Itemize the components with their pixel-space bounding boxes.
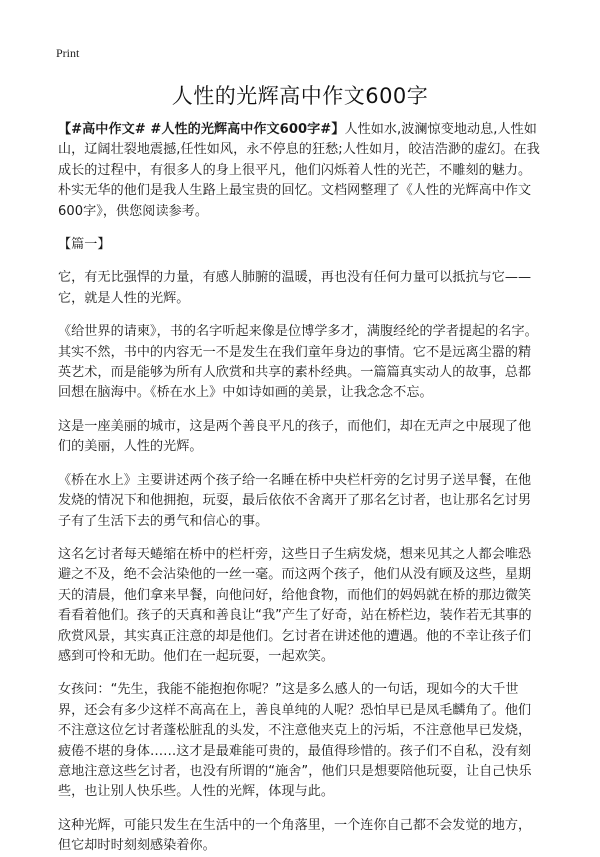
document-body [58,120,544,857]
body-paragraph-6: 女孩问：“先生，我能不能抱抱你呢？”这是多么感人的一句话，现如今的大千世界，还会有多少这样不高高在上，善良单纯的人呢？恐怕早已是凤毛麟角了。他们不注意这位乞讨者蓬松脏乱的头发，不注意他夹克上的污垢，不注意他早已发烧，疲倦不堪的身体……这才是最难能可贵的，最值得珍惜的。孩子们不自私，没有刻意地注意这些乞讨者，也没有所谓的“施舍”，他们只是想要陪他玩耍，让自己快乐些，也让别人快乐些。人性的光辉，体现与此。 [58,682,532,800]
intro-text: 人性如水,波澜惊变地动息,人性如山，辽阔壮裂地震撼,任性如风，永不停息的狂愁;人性如月，皎洁浩渺的虚幻。在我成长的过程中，有很多人的身上很平凡，他们闪烁着人性的光芒，不雕刻的魅力。朴实无华的他们是我人生路上最宝贵的回忆。文档网整理了《人性的光辉高中作文600字》，供您阅读参考。 [58,122,540,219]
intro-paragraph [58,120,544,222]
body-paragraph-1: 它，有无比强悍的力量，有感人肺腑的温暖，再也没有任何力量可以抵抗与它——它，就是人性的光辉。 [58,270,532,306]
print-label[interactable]: Print [56,46,80,60]
document-title: 人性的光辉高中作文600字 [171,84,429,108]
intro-tag: 【#高中作文# #人性的光辉高中作文600字#】 [58,122,345,137]
body-paragraph-4: 《桥在水上》主要讲述两个孩子给一名睡在桥中央栏杆旁的乞讨男子送早餐，在他发烧的情况下和他拥抱，玩耍，最后依依不舍离开了那名乞讨者，也让那名乞讨男子有了生活下去的勇气和信心的事。 [58,472,532,529]
section-heading: 【篇一】 [58,237,111,253]
body-paragraph-5: 这名乞讨者每天蜷缩在桥中的栏杆旁，这些日子生病发烧，想来见其之人都会唯恐避之不及，绝不会沾染他的一丝一毫。而这两个孩子，他们从没有顾及这些，星期天的清晨，他们拿来早餐，向他问好，给他食物，而他们的妈妈就在桥的那边微笑看看着他们。孩子的天真和善良让“我”产生了好奇，站在桥栏边，装作若无其事的欣赏风景，其实真正注意的却是他们。乞讨者在讲述他的遭遇。他的不幸让孩子们感到可怜和无助。他们在一起玩耍，一起欢笑。 [58,546,532,664]
body-paragraph-2: 《给世界的请柬》，书的名字听起来像是位博学多才，满腹经纶的学者提起的名字。其实不然，书中的内容无一不是发生在我们童年身边的事情。它不是远离尘嚣的精英艺术，而是能够为所有人欣赏和共享的素朴经典。一篇篇真实动人的故事，总都回想在脑海中。《桥在水上》中如诗如画的美景，让我念念不忘。 [58,324,538,401]
body-paragraph-7: 这种光辉，可能只发生在生活中的一个角落里，一个连你自己都不会发觉的地方，但它却时时刻刻感染着你。 [58,817,532,854]
body-paragraph-3: 这是一座美丽的城市，这是两个善良平凡的孩子，而他们，却在无声之中展现了他们的美丽，人性的光辉。 [58,418,532,455]
